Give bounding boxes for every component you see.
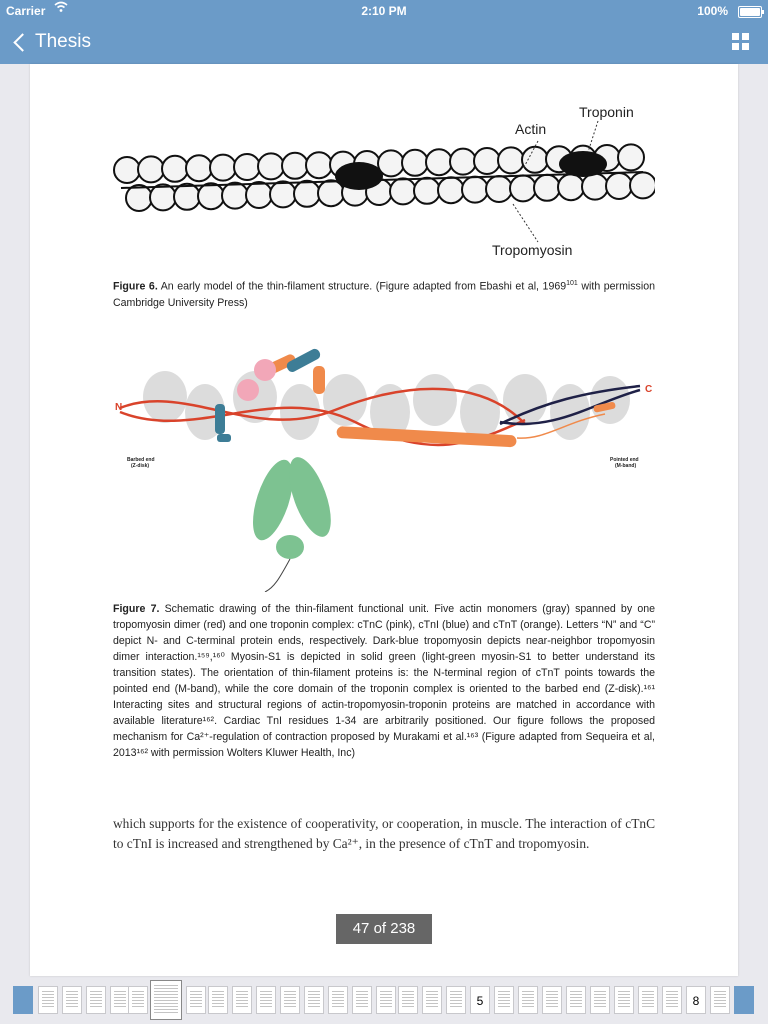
tropomyosin-pointer [513, 204, 538, 242]
thumbnail-page[interactable] [38, 986, 58, 1014]
actin-bead [210, 155, 236, 181]
document-page[interactable] [30, 64, 738, 976]
thumbnail-page[interactable] [422, 986, 442, 1014]
actin-bead [150, 184, 176, 210]
thumbnail-page[interactable] [62, 986, 82, 1014]
actin-bead [474, 148, 500, 174]
thumbnail-page[interactable] [518, 986, 538, 1014]
actin-bead [270, 181, 296, 207]
thumbnail-lines [212, 991, 224, 1009]
actin-bead [558, 174, 584, 200]
actin-bead [222, 183, 248, 209]
thumbnail-lines [114, 991, 126, 1009]
ctni-rod-2 [215, 404, 225, 434]
thumbnail-lines [426, 991, 438, 1009]
actin-bead [498, 147, 524, 173]
actin-bead [630, 172, 655, 198]
n-terminal-marker: N [115, 402, 123, 413]
thumbnail-lines [284, 991, 296, 1009]
thumbnail-lines [618, 991, 630, 1009]
thumbnail-page[interactable] [13, 986, 33, 1014]
thumbnail-page[interactable] [186, 986, 206, 1014]
thumbnail-page[interactable] [590, 986, 610, 1014]
actin-bead [618, 144, 644, 170]
thumbnail-page[interactable] [256, 986, 276, 1014]
thumbnail-page[interactable] [662, 986, 682, 1014]
ctnt-segment-2 [313, 366, 325, 394]
actin-bead [114, 157, 140, 183]
thumbnail-lines [190, 991, 202, 1009]
actin-bead [390, 178, 416, 204]
actin-bead [294, 181, 320, 207]
figure6-illustration [113, 94, 655, 264]
thumbnail-page[interactable] [208, 986, 228, 1014]
actin-bead [198, 183, 224, 209]
actin-bead [246, 182, 272, 208]
z-disk-label: (Z-disk) [131, 463, 150, 469]
troponin-shape-1 [335, 162, 383, 190]
thumbnail-lines [42, 991, 54, 1009]
thumbnail-lines [570, 991, 582, 1009]
thumbnail-lines [402, 991, 414, 1009]
battery-percent: 100% [697, 4, 728, 18]
actin-bead [414, 178, 440, 204]
top-bar [0, 0, 768, 64]
thumbnail-page[interactable] [86, 986, 106, 1014]
thumbnail-page[interactable] [232, 986, 252, 1014]
ctni-rod-3 [217, 434, 231, 442]
thumbnail-lines [498, 991, 510, 1009]
thumbnail-page[interactable] [566, 986, 586, 1014]
actin-bead [522, 147, 548, 173]
figure7-illustration [105, 342, 665, 592]
thumbnail-current-page[interactable] [150, 980, 182, 1020]
grid-icon[interactable] [732, 33, 749, 50]
actin-bead [186, 155, 212, 181]
actin-bead [174, 184, 200, 210]
actin-bead [606, 173, 632, 199]
thumbnail-page[interactable] [710, 986, 730, 1014]
back-button[interactable] [10, 28, 91, 56]
actin-bead [510, 175, 536, 201]
thumbnail-lines [546, 991, 558, 1009]
thumbnail-lines [522, 991, 534, 1009]
actin-bead [438, 177, 464, 203]
thumbnail-lines [332, 991, 344, 1009]
chevron-left-icon [13, 33, 31, 51]
ctnc-lobe-2 [237, 379, 259, 401]
thumbnail-lines [642, 991, 654, 1009]
actin-label: Actin [515, 121, 547, 137]
actin-bead [402, 150, 428, 176]
actin-bead [126, 185, 152, 211]
thumbnail-lines [66, 991, 78, 1009]
thumbnail-page-label[interactable]: 5 [470, 986, 490, 1014]
troponin-shape-2 [559, 151, 607, 177]
thumbnail-lines [380, 991, 392, 1009]
back-button-label: Thesis [35, 31, 91, 52]
figure7-caption [113, 601, 655, 761]
thumbnail-lines [714, 991, 726, 1009]
actin-bead [162, 156, 188, 182]
thumbnail-page[interactable] [446, 986, 466, 1014]
actin-bead [282, 153, 308, 179]
ctnc-lobe-1 [254, 359, 276, 381]
figure7-caption-text: Schematic drawing of the thin-filament functional unit. Five actin monomers (gray) spanned by one tropomyosin dimer (red) and one troponin complex: cTnC (pink), cTnI (blue) and cTnT (orange). Letters “N” and “C” depict N- and C-terminal protein ends, respectively. Dark-blue tropomyosin depicts near-neighbor tropomyosin dimer interaction.¹⁵⁹,¹⁶⁰ Myosin-S1 is depicted in solid green (light-green myosin-S1 to better understand its transition states). The orientation of thin-filament proteins is: the N-terminal region of cTnT points towards the pointed end (M-band), while the core domain of the troponin complex is oriented to the barbed end (Z-disk).¹⁶¹ Interacting sites and structural regions of actin-tropomyosin-troponin proteins are matched in accordance with available literature¹⁶². Cardiac TnI residues 1-34 are arbitrarily positioned. Our figure follows the proposed mechanism for Ca²⁺-regulation of contraction proposed by Murakami et al.¹⁶³ (Figure adapted from Sequeira et al, 2013¹⁶² with permission Wolters Kluwer Health, Inc) [113, 603, 655, 759]
troponin-label: Troponin [579, 104, 634, 120]
thumbnail-lines [356, 991, 368, 1009]
thumbnail-page[interactable] [494, 986, 514, 1014]
figure6-caption-text2: with permission Cambridge University Press) [113, 280, 655, 309]
thumbnail-strip[interactable] [0, 980, 768, 1024]
thumbnail-page-label[interactable]: 8 [686, 986, 706, 1014]
thumbnail-lines [154, 985, 178, 1015]
body-paragraph: which supports for the existence of cooperativity, or cooperation, in muscle. The interaction of cTnC to cTnI is increased and strengthened by Ca²⁺, in the presence of cTnT and tropomyosin. [113, 816, 655, 851]
figure6-caption-label: Figure 6. [113, 280, 158, 293]
status-bar [0, 0, 768, 22]
thumbnail-lines [450, 991, 462, 1009]
myosin-tail [265, 559, 290, 592]
figure6-caption-text: An early model of the thin-filament structure. (Figure adapted from Ebashi et al, 1969 [160, 280, 567, 293]
thumbnail-page[interactable] [614, 986, 634, 1014]
thumbnail-lines [594, 991, 606, 1009]
thumbnail-page[interactable] [328, 986, 348, 1014]
thumbnail-lines [132, 991, 144, 1009]
thumbnail-page[interactable] [128, 986, 148, 1014]
thumbnail-lines [260, 991, 272, 1009]
actin-bead [234, 154, 260, 180]
thumbnail-page[interactable] [638, 986, 658, 1014]
thumbnail-page[interactable] [376, 986, 396, 1014]
actin-bead [486, 176, 512, 202]
thumbnail-page[interactable] [734, 986, 754, 1014]
carrier-label: Carrier [6, 4, 46, 18]
actin-bead [534, 175, 560, 201]
actin-bead [582, 174, 608, 200]
figure6-caption [113, 276, 655, 311]
pointed-end-label: Pointed end [610, 457, 639, 463]
thumbnail-page[interactable] [280, 986, 300, 1014]
actin-bead [258, 153, 284, 179]
thumbnail-page[interactable] [352, 986, 372, 1014]
actin-bead [426, 149, 452, 175]
actin-bead [138, 156, 164, 182]
thumbnail-lines [666, 991, 678, 1009]
actin-bead [450, 149, 476, 175]
actin-bead [462, 177, 488, 203]
page-indicator: 47 of 238 [336, 914, 432, 944]
thumbnail-page[interactable] [398, 986, 418, 1014]
barbed-end-label: Barbed end [127, 457, 155, 463]
thumbnail-lines [308, 991, 320, 1009]
thumbnail-lines [236, 991, 248, 1009]
figure7-caption-label: Figure 7. [113, 603, 160, 615]
thumbnail-page[interactable] [110, 986, 130, 1014]
clock: 2:10 PM [361, 4, 407, 18]
actin-bead [306, 152, 332, 178]
thumbnail-page[interactable] [542, 986, 562, 1014]
m-band-label: (M-band) [615, 463, 637, 469]
myosin-neck [276, 535, 304, 559]
thumbnail-page[interactable] [304, 986, 324, 1014]
battery-icon [738, 6, 762, 18]
figure6-caption-ref: 101 [566, 280, 578, 287]
c-terminal-marker: C [645, 384, 653, 395]
tropomyosin-label: Tropomyosin [492, 242, 573, 258]
thumbnail-lines [90, 991, 102, 1009]
